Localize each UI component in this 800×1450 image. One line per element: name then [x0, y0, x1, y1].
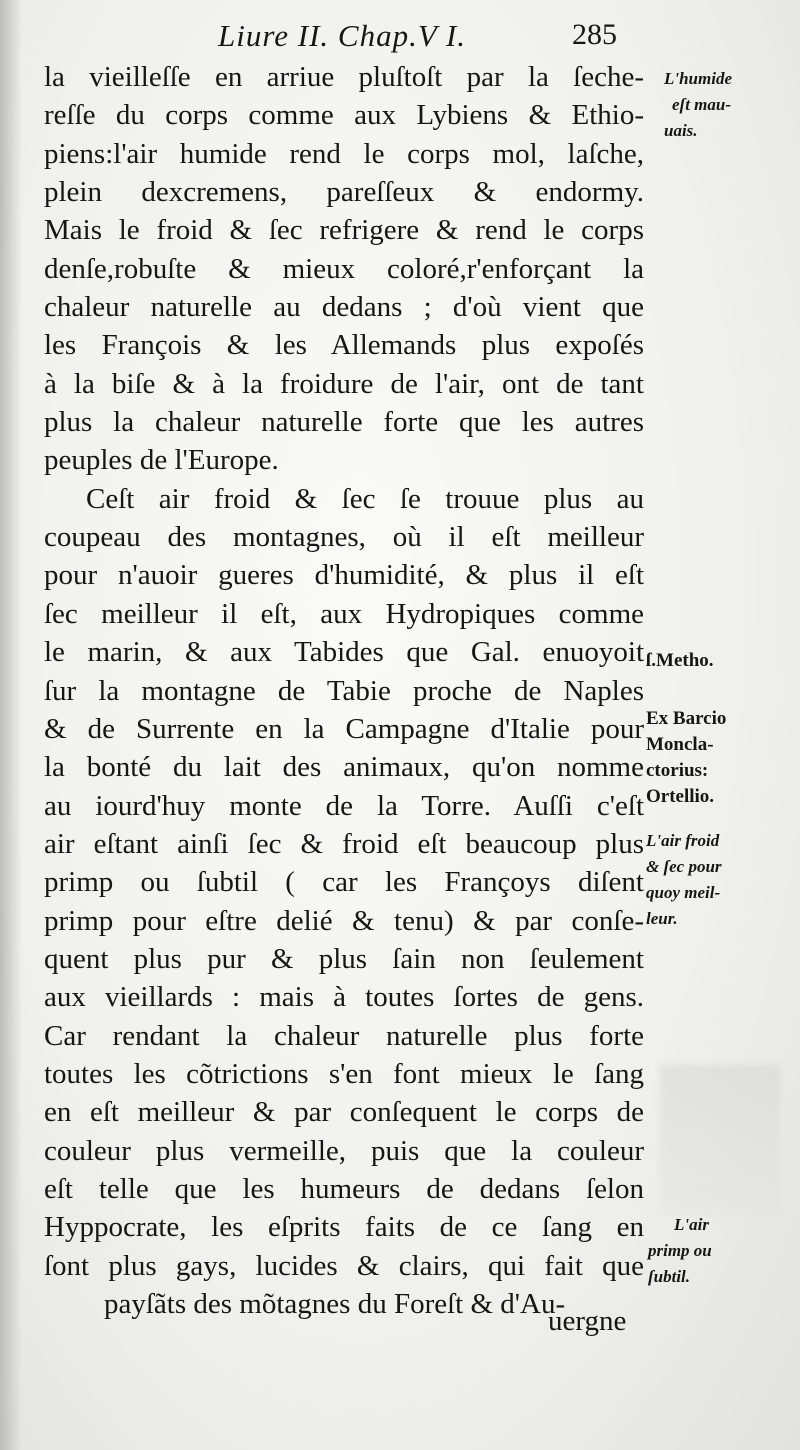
- text-line: primp pour eſtre delié & tenu) & par conſe-: [44, 904, 644, 937]
- text-line: denſe,robuſte & mieux coloré,r'enforçant la: [44, 252, 644, 285]
- text-line: chaleur naturelle au dedans ; d'où vient que: [44, 291, 644, 324]
- marginal-note-primp: L'air primp ou ſubtil.: [648, 1215, 712, 1286]
- ink-bleed-through: [660, 1065, 780, 1215]
- text-line: primp ou ſubtil ( car les Françoys diſent: [44, 866, 644, 899]
- text-line: air eſtant ainſi ſec & froid eſt beaucoup plus: [44, 827, 644, 860]
- page-gutter-shadow: [0, 0, 22, 1450]
- page-number: 285: [572, 18, 617, 51]
- text-line: peuples de l'Europe.: [44, 444, 279, 477]
- text-line: coupeau des montagnes, où il eſt meilleur: [44, 521, 644, 554]
- text-line: plein dexcremens, pareſſeux & endormy.: [44, 176, 644, 209]
- main-text-block: [44, 58, 644, 1323]
- text-line: ſec meilleur il eſt, aux Hydropiques comme: [44, 597, 644, 630]
- text-line: ſur la montagne de Tabie proche de Naples: [44, 674, 644, 707]
- text-line: couleur plus vermeille, puis que la couleur: [44, 1134, 644, 1167]
- marginal-note-barcio: Ex Barcio Moncla- ctorius: Ortellio.: [646, 708, 727, 807]
- text-line: le marin, & aux Tabides que Gal. enuoyoit: [44, 636, 644, 669]
- text-line: les François & les Allemands plus expoſés: [44, 329, 644, 362]
- text-line: Car rendant la chaleur naturelle plus forte: [44, 1019, 644, 1052]
- text-line: & de Surrente en la Campagne d'Italie pour: [44, 712, 644, 745]
- text-line: la bonté du lait des animaux, qu'on nomme: [44, 751, 644, 784]
- text-line: Hyppocrate, les eſprits faits de ce ſang en: [44, 1211, 644, 1244]
- marginal-note-metho: ſ.Metho.: [646, 650, 714, 671]
- marginal-note-froid: L'air froid & ſec pour quoy meil- leur.: [646, 831, 722, 928]
- text-line: plus la chaleur naturelle forte que les autres: [44, 406, 644, 439]
- text-line: en eſt meilleur & par conſequent le corps de: [44, 1096, 644, 1129]
- page-header: [0, 14, 800, 54]
- text-line: Ceſt air froid & ſec ſe trouue plus au: [86, 482, 644, 515]
- text-line: eſt telle que les humeurs de dedans ſelon: [44, 1172, 644, 1205]
- text-line: aux vieillards : mais à toutes ſortes de gens.: [44, 981, 644, 1014]
- text-line: à la biſe & à la froidure de l'air, ont de tant: [44, 367, 644, 400]
- text-line: reſſe du corps comme aux Lybiens & Ethio-: [44, 99, 644, 132]
- text-line: toutes les cõtrictions s'en font mieux le ſang: [44, 1057, 644, 1090]
- text-line: piens:l'air humide rend le corps mol, laſche,: [44, 137, 644, 170]
- marginal-note-humide: L'humide eſt mau- uais.: [664, 69, 733, 140]
- text-line: la vieilleſſe en arriue pluſtoſt par la ſeche-: [44, 61, 644, 93]
- text-line: quent plus pur & plus ſain non ſeulement: [44, 942, 644, 975]
- text-line: ſont plus gays, lucides & clairs, qui fait que: [44, 1249, 644, 1282]
- running-head: Liure II. Chap.V I.: [218, 18, 467, 53]
- text-line: Mais le froid & ſec refrigere & rend le corps: [44, 214, 644, 247]
- catchword: uergne: [548, 1305, 627, 1337]
- text-line: pour n'auoir gueres d'humidité, & plus il eſt: [44, 559, 644, 592]
- text-line: payſãts des mõtagnes du Foreſt & d'Au-: [104, 1288, 566, 1320]
- text-line: au iourd'huy monte de la Torre. Auſſi c'eſt: [44, 789, 644, 822]
